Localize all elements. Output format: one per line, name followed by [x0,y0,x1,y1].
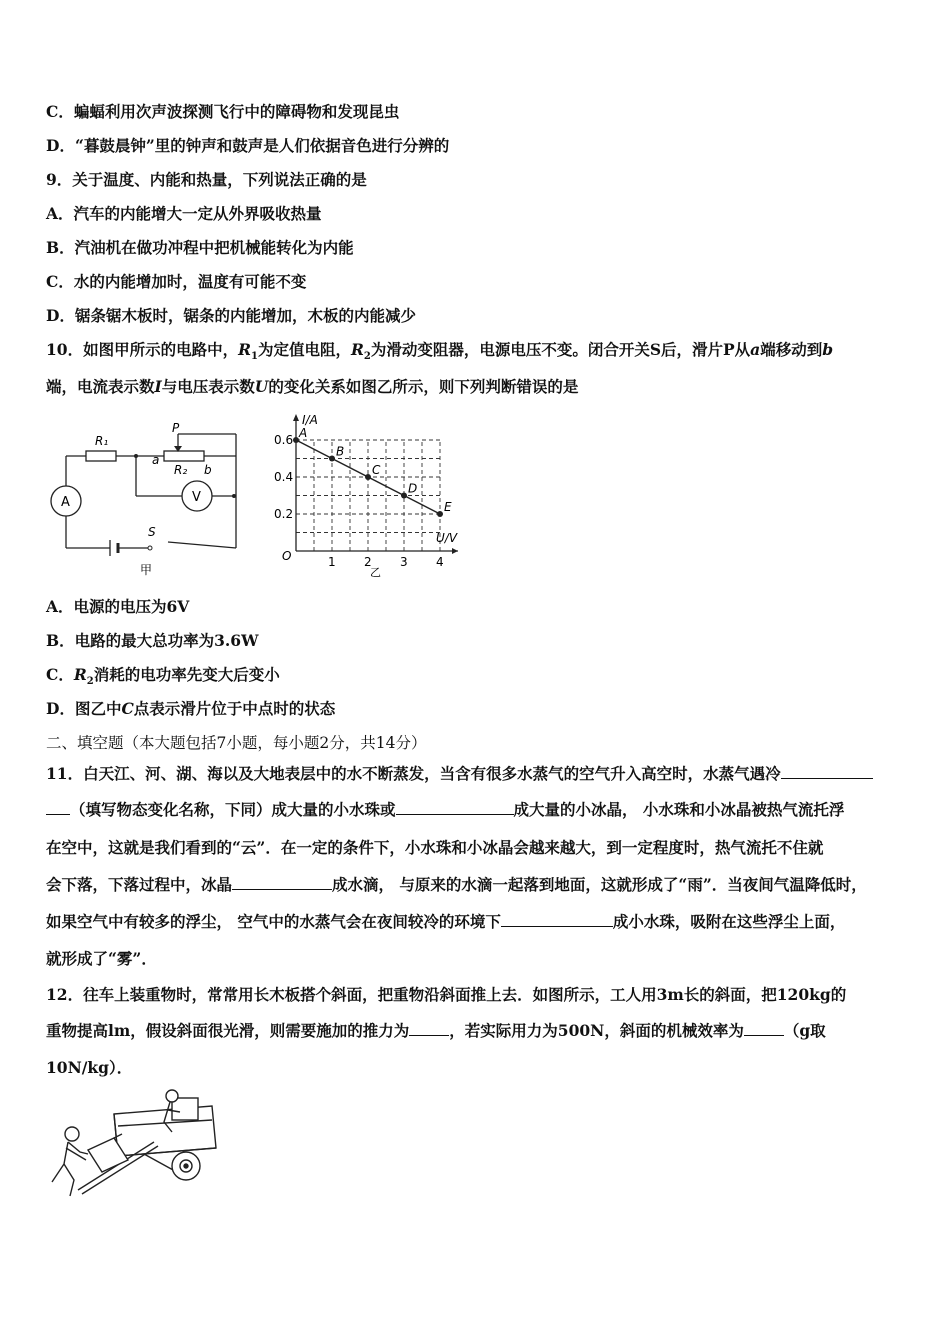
q11-text: 成水滴， 与原来的水滴一起落到地面，这就形成了“雨”．当夜间气温降低时， [332,875,867,894]
x-axis-label: U/V [436,531,458,545]
chart-caption: 乙 [370,566,381,579]
q10-option-a: A．电源的电压为6V [46,597,190,616]
y-tick-label: 0.4 [274,470,294,484]
q11-text: 成大量的小冰晶， 小水珠和小冰晶被热气流托浮 [513,800,845,819]
q10-option-d-point: C [121,699,134,718]
data-point-c [365,474,371,480]
q10-option-b: B．电路的最大总功率为3.6W [46,631,259,650]
q8-option-d: D．“暮鼓晨钟”里的钟声和鼓声是人们依据音色进行分辨的 [46,136,450,155]
q10-option-c-text: 消耗的电功率先变大后变小 [93,665,280,684]
q10-text: 与电压表示数 [161,377,255,396]
q9-option-c: C．水的内能增加时，温度有可能不变 [46,272,307,291]
q10-option-d [46,699,335,719]
q10-end-a: a [750,340,761,359]
point-label-a: A [299,426,308,440]
q10-option-c-subscript: 2 [86,676,94,688]
point-label-c: C [372,463,381,477]
q10-text: 为滑动变阻器，电源电压不变。闭合开关S后，滑片P从 [370,340,751,359]
q12-blank-1[interactable] [409,1021,449,1036]
q11-text: 如果空气中有较多的浮尘， 空气中的水蒸气会在夜间较冷的环境下 [46,912,501,931]
q11-line4 [46,875,867,895]
label-r2: R₂ [174,463,188,477]
q11-line3: 在空中，这就是我们看到的“云”．在一定的条件下，小水珠和小冰晶会越来越大，到一定程度时，热气流托不住就 [46,838,824,857]
q11-text: （填写物态变化名称，下同）成大量的小水珠或 [70,800,396,819]
q10-end-b: b [822,340,834,359]
data-point-e [437,511,443,517]
q10-r1-symbol: R [238,340,251,359]
q10-stem-line2 [46,377,578,397]
q9-option-a: A．汽车的内能增大一定从外界吸收热量 [46,204,322,223]
iu-graph [272,408,472,580]
q10-text: 的变化关系如图乙所示，则下列判断错误的是 [268,377,579,396]
q10-stem-line1 [46,340,833,367]
data-point-b [329,456,335,462]
q12-line3: 10N/kg）． [46,1058,133,1077]
q10-text: 端，电流表示数 [46,377,155,396]
q10-r1-subscript: 1 [250,351,258,363]
q10-option-c [46,665,280,692]
q11-blank-1-cont[interactable] [46,800,70,815]
circuit-caption: 甲 [140,563,153,577]
y-tick-label: 0.2 [274,507,294,521]
ammeter-label: A [61,495,70,510]
x-tick-label: 1 [328,555,336,569]
y-axis-label: I/A [302,413,318,427]
q9-stem: 9．关于温度、内能和热量，下列说法正确的是 [46,170,367,189]
q10-option-d-text: 点表示滑片位于中点时的状态 [133,699,336,718]
q12-blank-2[interactable] [744,1021,784,1036]
q11-blank-1[interactable] [781,764,873,779]
label-p: P [172,421,180,435]
q10-option-c-prefix: C． [46,665,74,684]
q11-line2 [46,800,844,820]
q12-line1: 12．往车上装重物时，常常用长木板搭个斜面，把重物沿斜面推上去．如图所示，工人用3m长的斜面，把120kg的 [46,985,847,1004]
point-label-d: D [408,481,418,496]
q11-line6: 就形成了“雾”． [46,949,157,968]
q11-line1 [46,764,873,784]
point-label-e: E [444,500,452,514]
x-tick-label: 2 [364,555,372,569]
x-tick-label: 3 [400,555,408,569]
q12-text: 重物提高lm，假设斜面很光滑，则需要施加的推力为 [46,1021,410,1040]
q10-r2-subscript: 2 [363,351,371,363]
q10-voltage-symbol: U [254,377,269,396]
q10-option-c-r-symbol: R [73,665,87,684]
point-label-b: B [336,444,345,459]
label-b: b [204,463,212,477]
label-switch: S [148,525,156,539]
resistor-r2 [164,451,204,461]
q11-text: 11．白天江、河、湖、海以及大地表层中的水不断蒸发，当含有很多水蒸气的空气升入高空时，水蒸气遇冷 [46,764,781,783]
truck-loading-illustration [44,1086,224,1206]
q9-option-d: D．锯条锯木板时，锯条的内能增加，木板的内能减少 [46,306,416,325]
q11-line5 [46,912,845,932]
q10-r2-symbol: R [350,340,364,359]
q12-text: ，若实际用力为500N，斜面的机械效率为 [449,1021,744,1040]
q10-text: 10．如图甲所示的电路中， [46,340,239,359]
circuit-diagram [40,412,250,580]
origin-label: O [282,549,292,563]
q10-text: 端移动到 [760,340,823,359]
x-tick-label: 4 [436,555,444,569]
q10-option-d-prefix: D．图乙中 [46,699,122,718]
y-tick-label: 0.6 [274,433,294,447]
q11-text: 会下落，下落过程中，冰晶 [46,875,233,894]
q9-option-b: B．汽油机在做功冲程中把机械能转化为内能 [46,238,354,257]
voltmeter-label: V [192,490,201,505]
section2-heading: 二、填空题（本大题包括7小题，每小题2分，共14分） [46,734,427,752]
q11-blank-3[interactable] [232,875,332,890]
data-point-d [401,493,407,499]
q8-option-c: C．蝙蝠利用次声波探测飞行中的障碍物和发现昆虫 [46,102,400,121]
q11-text: 成小水珠，吸附在这些浮尘上面， [612,912,846,931]
q11-blank-4[interactable] [501,912,613,927]
label-r1: R₁ [95,434,109,448]
label-a: a [152,453,160,467]
q12-text: （g取 [783,1021,826,1040]
q10-current-symbol: I [154,377,162,396]
q10-text: 为定值电阻， [257,340,351,359]
q12-line2 [46,1021,826,1041]
resistor-r1 [86,451,116,461]
q11-blank-2[interactable] [396,800,514,815]
